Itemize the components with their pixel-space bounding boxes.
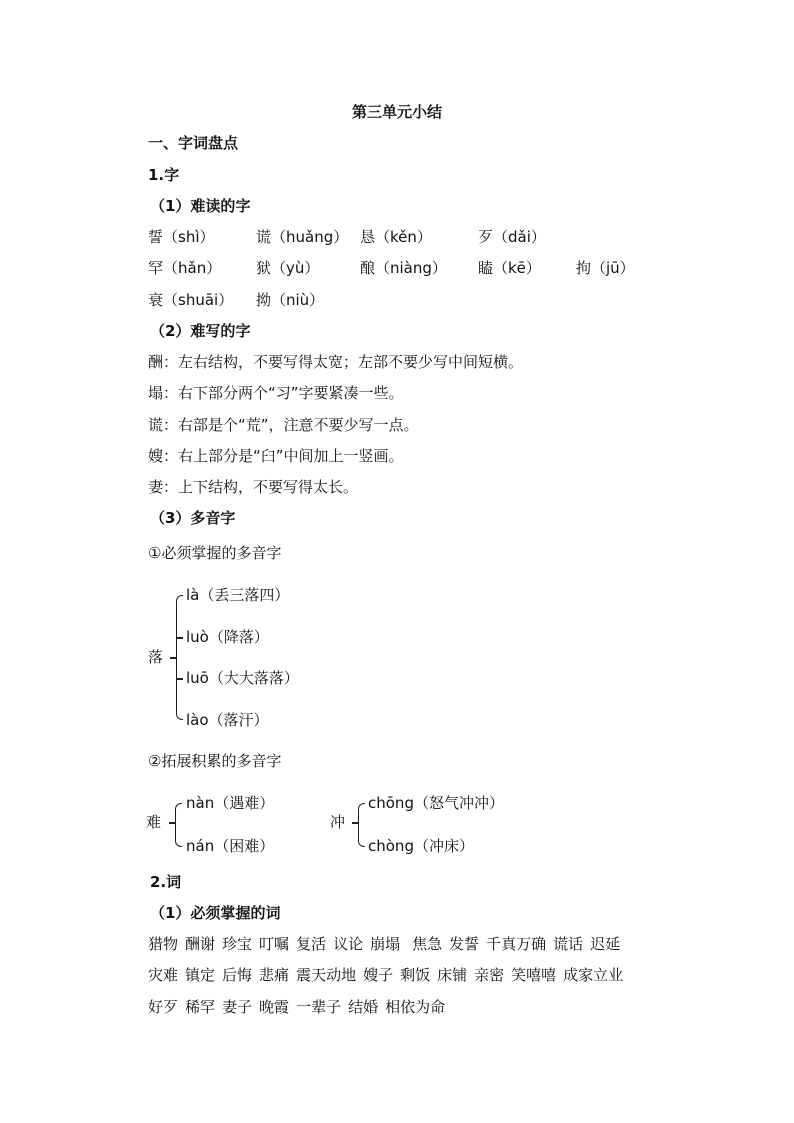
polyphone-heading: （3）多音字 [150, 509, 236, 527]
polyphone-char-nan: 难 [146, 813, 162, 831]
brace-point [170, 657, 176, 659]
brace-lower [175, 822, 182, 847]
section-heading: 一、字词盘点 [148, 134, 239, 152]
word-row [148, 965, 630, 985]
word-item: 剩饭 [400, 966, 431, 984]
word-item: 焦急 [412, 935, 443, 953]
word-item: 千真万确 [486, 935, 547, 953]
polyphone-reading: chōng（怒气冲冲） [368, 794, 504, 812]
word-item: 迟延 [590, 935, 621, 953]
word-item: 珍宝 [222, 935, 253, 953]
char-item: 拘（jū） [576, 259, 635, 277]
word-item: 笑嘻嘻 [511, 966, 557, 984]
word-item: 震天动地 [296, 966, 357, 984]
brace-upper [175, 803, 182, 823]
word-item: 好歹 [148, 998, 179, 1016]
word-item: 晚霞 [259, 998, 290, 1016]
word-item: 妻子 [222, 998, 253, 1016]
polyphone-reading: chòng（冲床） [368, 837, 474, 855]
word-item: 床铺 [437, 966, 468, 984]
polyphone-extend-title: ②拓展积累的多音字 [148, 752, 282, 770]
word-item: 发誓 [449, 935, 480, 953]
word-item: 崩塌 [370, 935, 401, 953]
subsection-words: 2.词 [150, 873, 182, 891]
word-row [148, 934, 627, 954]
must-words-heading: （1）必须掌握的词 [150, 904, 281, 922]
word-item: 稀罕 [185, 998, 216, 1016]
char-item: 恳（kěn） [360, 228, 432, 246]
hard-write-item: 塌：右下部分两个“习”字要紧凑一些。 [148, 384, 404, 402]
brace-tick [177, 678, 183, 680]
char-item: 酿（niàng） [360, 259, 447, 277]
brace-lower [176, 657, 183, 720]
word-item: 酬谢 [185, 935, 216, 953]
polyphone-reading: lào（落汗） [186, 711, 269, 729]
polyphone-reading: nán（困难） [186, 837, 275, 855]
brace-upper [176, 595, 183, 658]
word-item: 悲痛 [259, 966, 290, 984]
hard-write-item: 妻：上下结构，不要写得太长。 [148, 478, 359, 496]
hard-write-heading: （2）难写的字 [150, 322, 251, 340]
word-item: 复活 [296, 935, 327, 953]
word-item: 亲密 [474, 966, 505, 984]
brace-upper [358, 803, 365, 823]
char-item: 罕（hǎn） [148, 259, 222, 277]
word-item: 嫂子 [363, 966, 394, 984]
hard-write-item: 酬：左右结构，不要写得太宽；左部不要少写中间短横。 [148, 353, 524, 371]
brace-point [169, 822, 175, 824]
word-item: 灾难 [148, 966, 179, 984]
polyphone-reading: luò（降落） [186, 628, 269, 646]
brace-point [352, 822, 358, 824]
char-item: 瞌（kē） [478, 259, 541, 277]
word-item: 叮嘱 [259, 935, 290, 953]
brace-lower [358, 822, 365, 847]
hard-write-item: 嫂：右上部分是“臼”中间加上一竖画。 [148, 447, 404, 465]
word-item: 议论 [333, 935, 364, 953]
char-item: 拗（niù） [256, 291, 325, 309]
hard-write-item: 谎：右部是个“荒”，注意不要少写一点。 [148, 416, 419, 434]
word-item: 相依为命 [385, 998, 446, 1016]
char-item: 狱（yù） [256, 259, 320, 277]
word-item: 后悔 [222, 966, 253, 984]
word-item: 镇定 [185, 966, 216, 984]
hard-read-heading: （1）难读的字 [150, 197, 251, 215]
word-item: 谎话 [553, 935, 584, 953]
polyphone-char-chong: 冲 [330, 813, 346, 831]
char-item: 谎（huǎng） [256, 228, 349, 246]
word-item: 结婚 [348, 998, 379, 1016]
polyphone-must-title: ①必须掌握的多音字 [148, 544, 282, 562]
char-item: 誓（shì） [148, 228, 215, 246]
char-item: 衰（shuāi） [148, 291, 234, 309]
polyphone-char-luo: 落 [148, 648, 164, 666]
brace-tick [177, 637, 183, 639]
char-item: 歹（dǎi） [478, 228, 546, 246]
polyphone-reading: nàn（遇难） [186, 794, 275, 812]
polyphone-reading: là（丢三落四） [186, 586, 290, 604]
polyphone-reading: luō（大大落落） [186, 669, 299, 687]
subsection-chars: 1.字 [148, 166, 180, 184]
page-title: 第三单元小结 [351, 103, 442, 121]
word-item: 猎物 [148, 935, 179, 953]
word-item: 一辈子 [296, 998, 342, 1016]
word-row [148, 997, 452, 1017]
word-item: 成家立业 [563, 966, 624, 984]
